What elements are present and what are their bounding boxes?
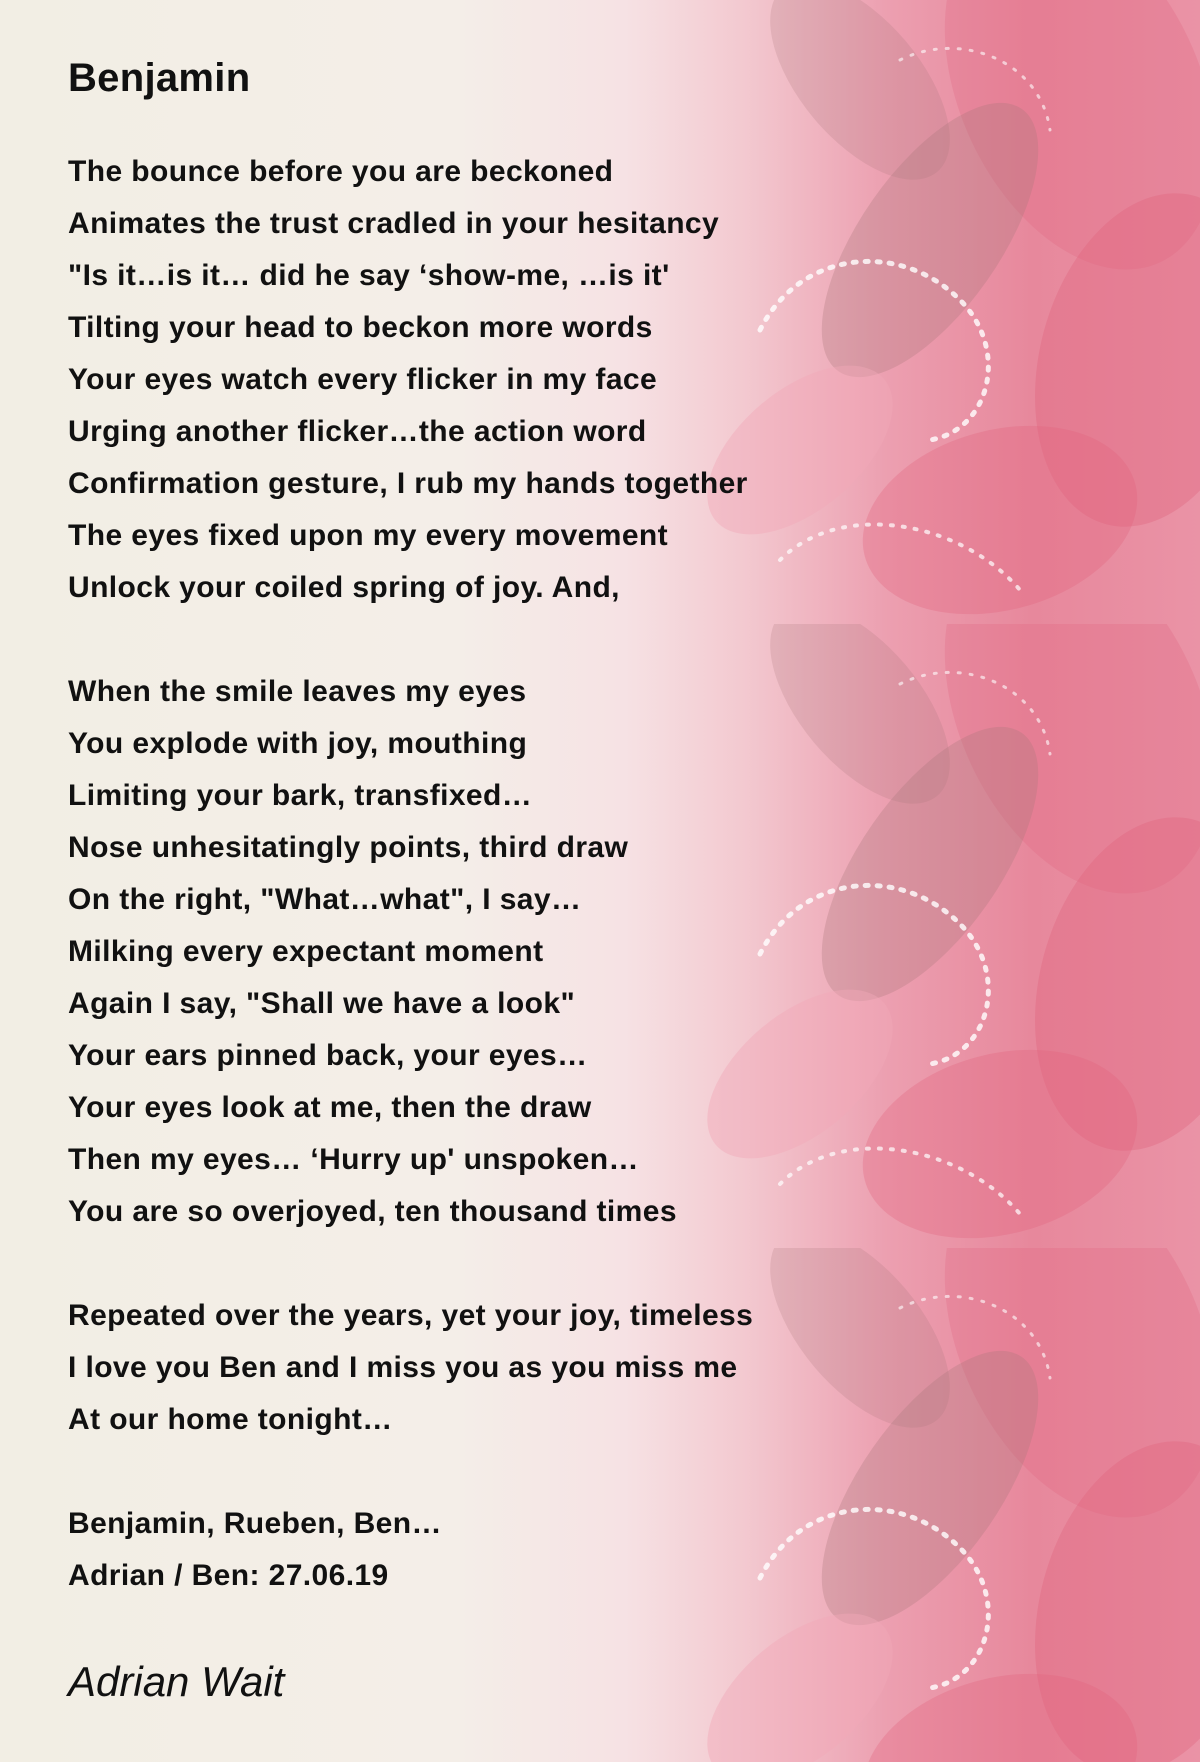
poem-line: I love you Ben and I miss you as you miss me <box>68 1351 738 1384</box>
poem <box>68 50 828 1710</box>
poem-author: Adrian Wait <box>68 1658 285 1705</box>
poem-line: Your eyes watch every flicker in my face <box>68 363 658 396</box>
poem-line: Urging another flicker…the action word <box>68 415 647 448</box>
poem-line: Limiting your bark, transfixed… <box>68 779 533 812</box>
poem-line: "Is it…is it… did he say ‘show-me, …is it' <box>68 259 670 292</box>
poem-line: Confirmation gesture, I rub my hands together <box>68 467 748 500</box>
poem-line: You are so overjoyed, ten thousand times <box>68 1195 677 1228</box>
poem-line: Repeated over the years, yet your joy, timeless <box>68 1299 754 1332</box>
poem-line: On the right, "What…what", I say… <box>68 883 582 916</box>
poem-line: Adrian / Ben: 27.06.19 <box>68 1559 389 1592</box>
poem-line: When the smile leaves my eyes <box>68 675 527 708</box>
poem-line: Your eyes look at me, then the draw <box>68 1091 592 1124</box>
poem-title: Benjamin <box>68 56 251 100</box>
stanza-3 <box>68 1290 828 1446</box>
poem-line: Animates the trust cradled in your hesitancy <box>68 207 720 240</box>
poem-line: Nose unhesitatingly points, third draw <box>68 831 629 864</box>
poem-line: Benjamin, Rueben, Ben… <box>68 1507 442 1540</box>
stanza-4 <box>68 1498 828 1602</box>
stanza-2 <box>68 666 828 1238</box>
poem-line: The eyes fixed upon my every movement <box>68 519 669 552</box>
poem-line: You explode with joy, mouthing <box>68 727 528 760</box>
poem-line: Milking every expectant moment <box>68 935 544 968</box>
poem-line: At our home tonight… <box>68 1403 393 1436</box>
poem-line: Then my eyes… ‘Hurry up' unspoken… <box>68 1143 639 1176</box>
poem-line: Tilting your head to beckon more words <box>68 311 653 344</box>
poem-line: Your ears pinned back, your eyes… <box>68 1039 588 1072</box>
poem-line: Unlock your coiled spring of joy. And, <box>68 571 620 604</box>
poem-line: The bounce before you are beckoned <box>68 155 614 188</box>
poem-line: Again I say, "Shall we have a look" <box>68 987 576 1020</box>
stanza-1 <box>68 146 828 614</box>
